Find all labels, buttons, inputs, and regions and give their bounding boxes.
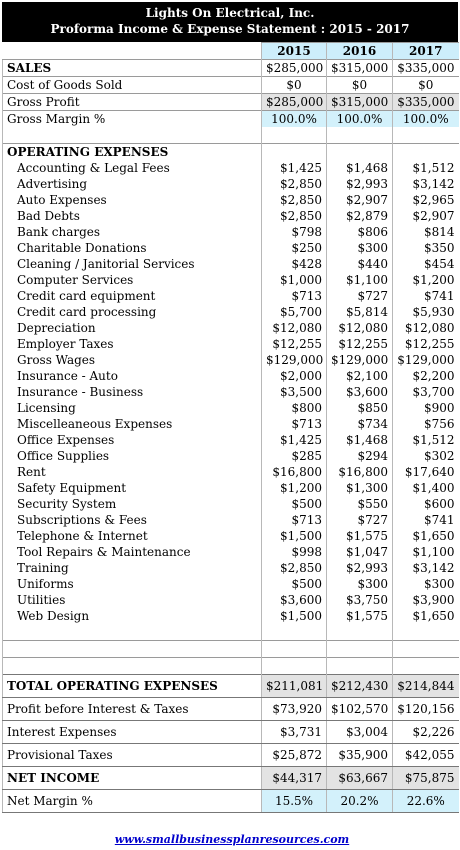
cogs-row-value: $0 <box>262 77 327 94</box>
expense-row-value: $2,850 <box>262 192 327 208</box>
expense-row-value: $3,142 <box>393 560 459 576</box>
expense-row <box>3 272 459 288</box>
blank-row-value <box>327 624 393 641</box>
expense-row-value: $440 <box>327 256 393 272</box>
income-statement-sheet <box>2 2 458 846</box>
opex-heading-row-value <box>262 144 327 161</box>
expense-row-value: $2,200 <box>393 368 459 384</box>
expense-row <box>3 352 459 368</box>
expense-row-value: $806 <box>327 224 393 240</box>
statement-title: Proforma Income & Expense Statement : 2015 - 2017 <box>50 22 410 36</box>
expense-row-value: $727 <box>327 512 393 528</box>
expense-row-label: Uniforms <box>3 576 262 592</box>
expense-row-value: $2,993 <box>327 176 393 192</box>
expense-row-value: $727 <box>327 288 393 304</box>
total-opex-row-label: TOTAL OPERATING EXPENSES <box>3 675 262 698</box>
expense-row-value: $2,850 <box>262 560 327 576</box>
expense-row-value: $798 <box>262 224 327 240</box>
expense-row-value: $285 <box>262 448 327 464</box>
expense-row-value: $1,400 <box>393 480 459 496</box>
expense-row-value: $741 <box>393 288 459 304</box>
expense-row <box>3 192 459 208</box>
expense-row-value: $1,500 <box>262 528 327 544</box>
expense-row <box>3 544 459 560</box>
expense-row-value: $1,512 <box>393 432 459 448</box>
blank-row-value <box>393 641 459 658</box>
pbit-row-value: $102,570 <box>327 698 393 721</box>
gross-profit-row-value: $335,000 <box>393 94 459 111</box>
expense-row-value: $814 <box>393 224 459 240</box>
expense-row-value: $3,500 <box>262 384 327 400</box>
gross-margin-row-label: Gross Margin % <box>3 111 262 128</box>
expense-row-value: $129,000 <box>327 352 393 368</box>
gross-margin-row-value: 100.0% <box>393 111 459 128</box>
title-bar <box>2 2 458 42</box>
interest-row-label: Interest Expenses <box>3 721 262 744</box>
blank-row-value <box>327 641 393 658</box>
sales-row-value: $335,000 <box>393 60 459 77</box>
sales-row-label: SALES <box>3 60 262 77</box>
pbit-row-value: $73,920 <box>262 698 327 721</box>
expense-row <box>3 304 459 320</box>
expense-row-value: $1,650 <box>393 528 459 544</box>
expense-row <box>3 336 459 352</box>
expense-row-value: $1,200 <box>393 272 459 288</box>
blank-row <box>3 624 459 641</box>
expense-row-value: $1,468 <box>327 160 393 176</box>
expense-row-label: Office Expenses <box>3 432 262 448</box>
spacer-row-value <box>327 127 393 144</box>
blank-row-value <box>327 658 393 675</box>
net-margin-row-value: 20.2% <box>327 790 393 813</box>
expense-row-value: $2,100 <box>327 368 393 384</box>
expense-row-value: $250 <box>262 240 327 256</box>
expense-row <box>3 400 459 416</box>
blank-row-label <box>3 658 262 675</box>
total-opex-row-value: $211,081 <box>262 675 327 698</box>
expense-row <box>3 320 459 336</box>
expense-row <box>3 608 459 624</box>
expense-row-value: $3,750 <box>327 592 393 608</box>
expense-row-value: $500 <box>262 576 327 592</box>
expense-row-value: $1,300 <box>327 480 393 496</box>
blank-row-label <box>3 641 262 658</box>
expense-row-value: $998 <box>262 544 327 560</box>
gross-profit-row <box>3 94 459 111</box>
expense-row-value: $2,850 <box>262 176 327 192</box>
total-opex-row <box>3 675 459 698</box>
expense-row-value: $12,255 <box>393 336 459 352</box>
expense-row-label: Tool Repairs & Maintenance <box>3 544 262 560</box>
expense-row-label: Accounting & Legal Fees <box>3 160 262 176</box>
expense-row-value: $756 <box>393 416 459 432</box>
gross-margin-row <box>3 111 459 128</box>
expense-row-value: $500 <box>262 496 327 512</box>
expense-row-value: $734 <box>327 416 393 432</box>
expense-row-value: $550 <box>327 496 393 512</box>
expense-row-value: $129,000 <box>262 352 327 368</box>
total-opex-row-value: $214,844 <box>393 675 459 698</box>
expense-row-label: Bank charges <box>3 224 262 240</box>
cogs-row-value: $0 <box>393 77 459 94</box>
expense-row-label: Utilities <box>3 592 262 608</box>
pbit-row-label: Profit before Interest & Taxes <box>3 698 262 721</box>
expense-row <box>3 208 459 224</box>
expense-row-label: Auto Expenses <box>3 192 262 208</box>
gross-profit-row-label: Gross Profit <box>3 94 262 111</box>
expense-row-label: Licensing <box>3 400 262 416</box>
expense-row-value: $1,575 <box>327 608 393 624</box>
net-income-row-value: $44,317 <box>262 767 327 790</box>
expense-row-label: Credit card processing <box>3 304 262 320</box>
sales-row <box>3 60 459 77</box>
expense-row <box>3 528 459 544</box>
expense-row-value: $3,600 <box>327 384 393 400</box>
expense-row <box>3 432 459 448</box>
expense-row-value: $300 <box>393 576 459 592</box>
blank-row <box>3 641 459 658</box>
expense-row-label: Credit card equipment <box>3 288 262 304</box>
expense-row-label: Web Design <box>3 608 262 624</box>
expense-row-value: $12,255 <box>327 336 393 352</box>
expense-row-value: $600 <box>393 496 459 512</box>
expense-row-label: Subscriptions & Fees <box>3 512 262 528</box>
expense-row-value: $17,640 <box>393 464 459 480</box>
taxes-row-value: $42,055 <box>393 744 459 767</box>
total-opex-row-value: $212,430 <box>327 675 393 698</box>
expense-row-label: Insurance - Business <box>3 384 262 400</box>
expense-row <box>3 160 459 176</box>
expense-row <box>3 416 459 432</box>
expense-row <box>3 592 459 608</box>
net-margin-row <box>3 790 459 813</box>
expense-row <box>3 240 459 256</box>
expense-row-label: Office Supplies <box>3 448 262 464</box>
taxes-row-value: $35,900 <box>327 744 393 767</box>
blank-row-value <box>262 658 327 675</box>
expense-row-value: $1,468 <box>327 432 393 448</box>
expense-row-value: $5,700 <box>262 304 327 320</box>
expense-row <box>3 464 459 480</box>
interest-row-value: $2,226 <box>393 721 459 744</box>
expense-row-value: $2,879 <box>327 208 393 224</box>
opex-heading-row <box>3 144 459 161</box>
expense-row-value: $1,425 <box>262 160 327 176</box>
expense-row-value: $1,425 <box>262 432 327 448</box>
expense-row-value: $5,930 <box>393 304 459 320</box>
expense-row <box>3 256 459 272</box>
expense-row-label: Charitable Donations <box>3 240 262 256</box>
sales-row-value: $285,000 <box>262 60 327 77</box>
footer <box>2 832 460 846</box>
expense-row-value: $12,080 <box>327 320 393 336</box>
expense-row-label: Advertising <box>3 176 262 192</box>
gross-margin-row-value: 100.0% <box>327 111 393 128</box>
blank-row-value <box>262 624 327 641</box>
statement-table <box>2 42 459 813</box>
expense-row-value: $1,000 <box>262 272 327 288</box>
expense-row <box>3 576 459 592</box>
interest-row-value: $3,004 <box>327 721 393 744</box>
expense-row-value: $1,200 <box>262 480 327 496</box>
expense-row-value: $1,047 <box>327 544 393 560</box>
net-margin-row-value: 15.5% <box>262 790 327 813</box>
opex-heading-row-label: OPERATING EXPENSES <box>3 144 262 161</box>
expense-row-value: $3,900 <box>393 592 459 608</box>
pbit-row-value: $120,156 <box>393 698 459 721</box>
expense-row-value: $1,650 <box>393 608 459 624</box>
net-income-row-label: NET INCOME <box>3 767 262 790</box>
net-income-row-value: $63,667 <box>327 767 393 790</box>
cogs-row <box>3 77 459 94</box>
expense-row-value: $129,000 <box>393 352 459 368</box>
blank-row-value <box>393 658 459 675</box>
taxes-row-label: Provisional Taxes <box>3 744 262 767</box>
expense-row-label: Depreciation <box>3 320 262 336</box>
net-income-row-value: $75,875 <box>393 767 459 790</box>
expense-row-label: Safety Equipment <box>3 480 262 496</box>
expense-row <box>3 496 459 512</box>
expense-row-value: $2,850 <box>262 208 327 224</box>
expense-row-value: $16,800 <box>327 464 393 480</box>
expense-row-value: $1,100 <box>327 272 393 288</box>
spacer-row-value <box>262 127 327 144</box>
expense-row <box>3 560 459 576</box>
expense-row-value: $3,600 <box>262 592 327 608</box>
expense-row-label: Gross Wages <box>3 352 262 368</box>
expense-row-value: $1,512 <box>393 160 459 176</box>
blank-row-value <box>393 624 459 641</box>
interest-row <box>3 721 459 744</box>
expense-row-label: Computer Services <box>3 272 262 288</box>
cogs-row-label: Cost of Goods Sold <box>3 77 262 94</box>
expense-row-label: Employer Taxes <box>3 336 262 352</box>
expense-row <box>3 288 459 304</box>
expense-row-value: $12,080 <box>262 320 327 336</box>
gross-margin-row-value: 100.0% <box>262 111 327 128</box>
expense-row <box>3 176 459 192</box>
expense-row-value: $713 <box>262 288 327 304</box>
pbit-row <box>3 698 459 721</box>
expense-row-value: $2,907 <box>327 192 393 208</box>
expense-row-value: $850 <box>327 400 393 416</box>
expense-row-label: Training <box>3 560 262 576</box>
expense-row <box>3 384 459 400</box>
expense-row-value: $12,080 <box>393 320 459 336</box>
net-income-row <box>3 767 459 790</box>
expense-row-value: $300 <box>327 240 393 256</box>
opex-heading-row-value <box>327 144 393 161</box>
expense-row <box>3 512 459 528</box>
cogs-row-value: $0 <box>327 77 393 94</box>
year-2016: 2016 <box>327 43 393 60</box>
expense-row-value: $3,142 <box>393 176 459 192</box>
expense-row-label: Telephone & Internet <box>3 528 262 544</box>
expense-row-value: $5,814 <box>327 304 393 320</box>
sales-row-value: $315,000 <box>327 60 393 77</box>
expense-row-value: $428 <box>262 256 327 272</box>
expense-row-value: $2,000 <box>262 368 327 384</box>
expense-row-label: Miscelleaneous Expenses <box>3 416 262 432</box>
expense-row-value: $2,965 <box>393 192 459 208</box>
net-margin-row-value: 22.6% <box>393 790 459 813</box>
blank-row-value <box>262 641 327 658</box>
expense-row-value: $454 <box>393 256 459 272</box>
expense-row-value: $1,575 <box>327 528 393 544</box>
blank-row <box>3 658 459 675</box>
expense-row-value: $1,500 <box>262 608 327 624</box>
expense-row-value: $1,100 <box>393 544 459 560</box>
expense-row-value: $12,255 <box>262 336 327 352</box>
expense-row-value: $3,700 <box>393 384 459 400</box>
expense-row <box>3 448 459 464</box>
year-2015: 2015 <box>262 43 327 60</box>
expense-row-value: $16,800 <box>262 464 327 480</box>
net-margin-row-label: Net Margin % <box>3 790 262 813</box>
expense-row-label: Insurance - Auto <box>3 368 262 384</box>
spacer-row-value <box>393 127 459 144</box>
opex-heading-row-value <box>393 144 459 161</box>
expense-row-value: $350 <box>393 240 459 256</box>
spacer-row <box>3 127 459 144</box>
year-header-row <box>3 43 459 60</box>
expense-row-label: Cleaning / Janitorial Services <box>3 256 262 272</box>
year-2017: 2017 <box>393 43 459 60</box>
expense-row-label: Rent <box>3 464 262 480</box>
expense-row-value: $741 <box>393 512 459 528</box>
interest-row-value: $3,731 <box>262 721 327 744</box>
gross-profit-row-value: $285,000 <box>262 94 327 111</box>
taxes-row-value: $25,872 <box>262 744 327 767</box>
spacer-row-label <box>3 127 262 144</box>
blank-row-label <box>3 624 262 641</box>
expense-row-value: $2,907 <box>393 208 459 224</box>
website-link[interactable]: www.smallbusinessplanresources.com <box>114 833 350 846</box>
expense-row <box>3 368 459 384</box>
expense-row-value: $800 <box>262 400 327 416</box>
expense-row-label: Bad Debts <box>3 208 262 224</box>
expense-row-value: $900 <box>393 400 459 416</box>
expense-row-label: Security System <box>3 496 262 512</box>
expense-row-value: $300 <box>327 576 393 592</box>
expense-row-value: $302 <box>393 448 459 464</box>
expense-row-value: $294 <box>327 448 393 464</box>
company-name: Lights On Electrical, Inc. <box>145 6 315 20</box>
expense-row-value: $2,993 <box>327 560 393 576</box>
taxes-row <box>3 744 459 767</box>
expense-row-value: $713 <box>262 512 327 528</box>
gross-profit-row-value: $315,000 <box>327 94 393 111</box>
expense-row <box>3 224 459 240</box>
expense-row-value: $713 <box>262 416 327 432</box>
expense-row <box>3 480 459 496</box>
